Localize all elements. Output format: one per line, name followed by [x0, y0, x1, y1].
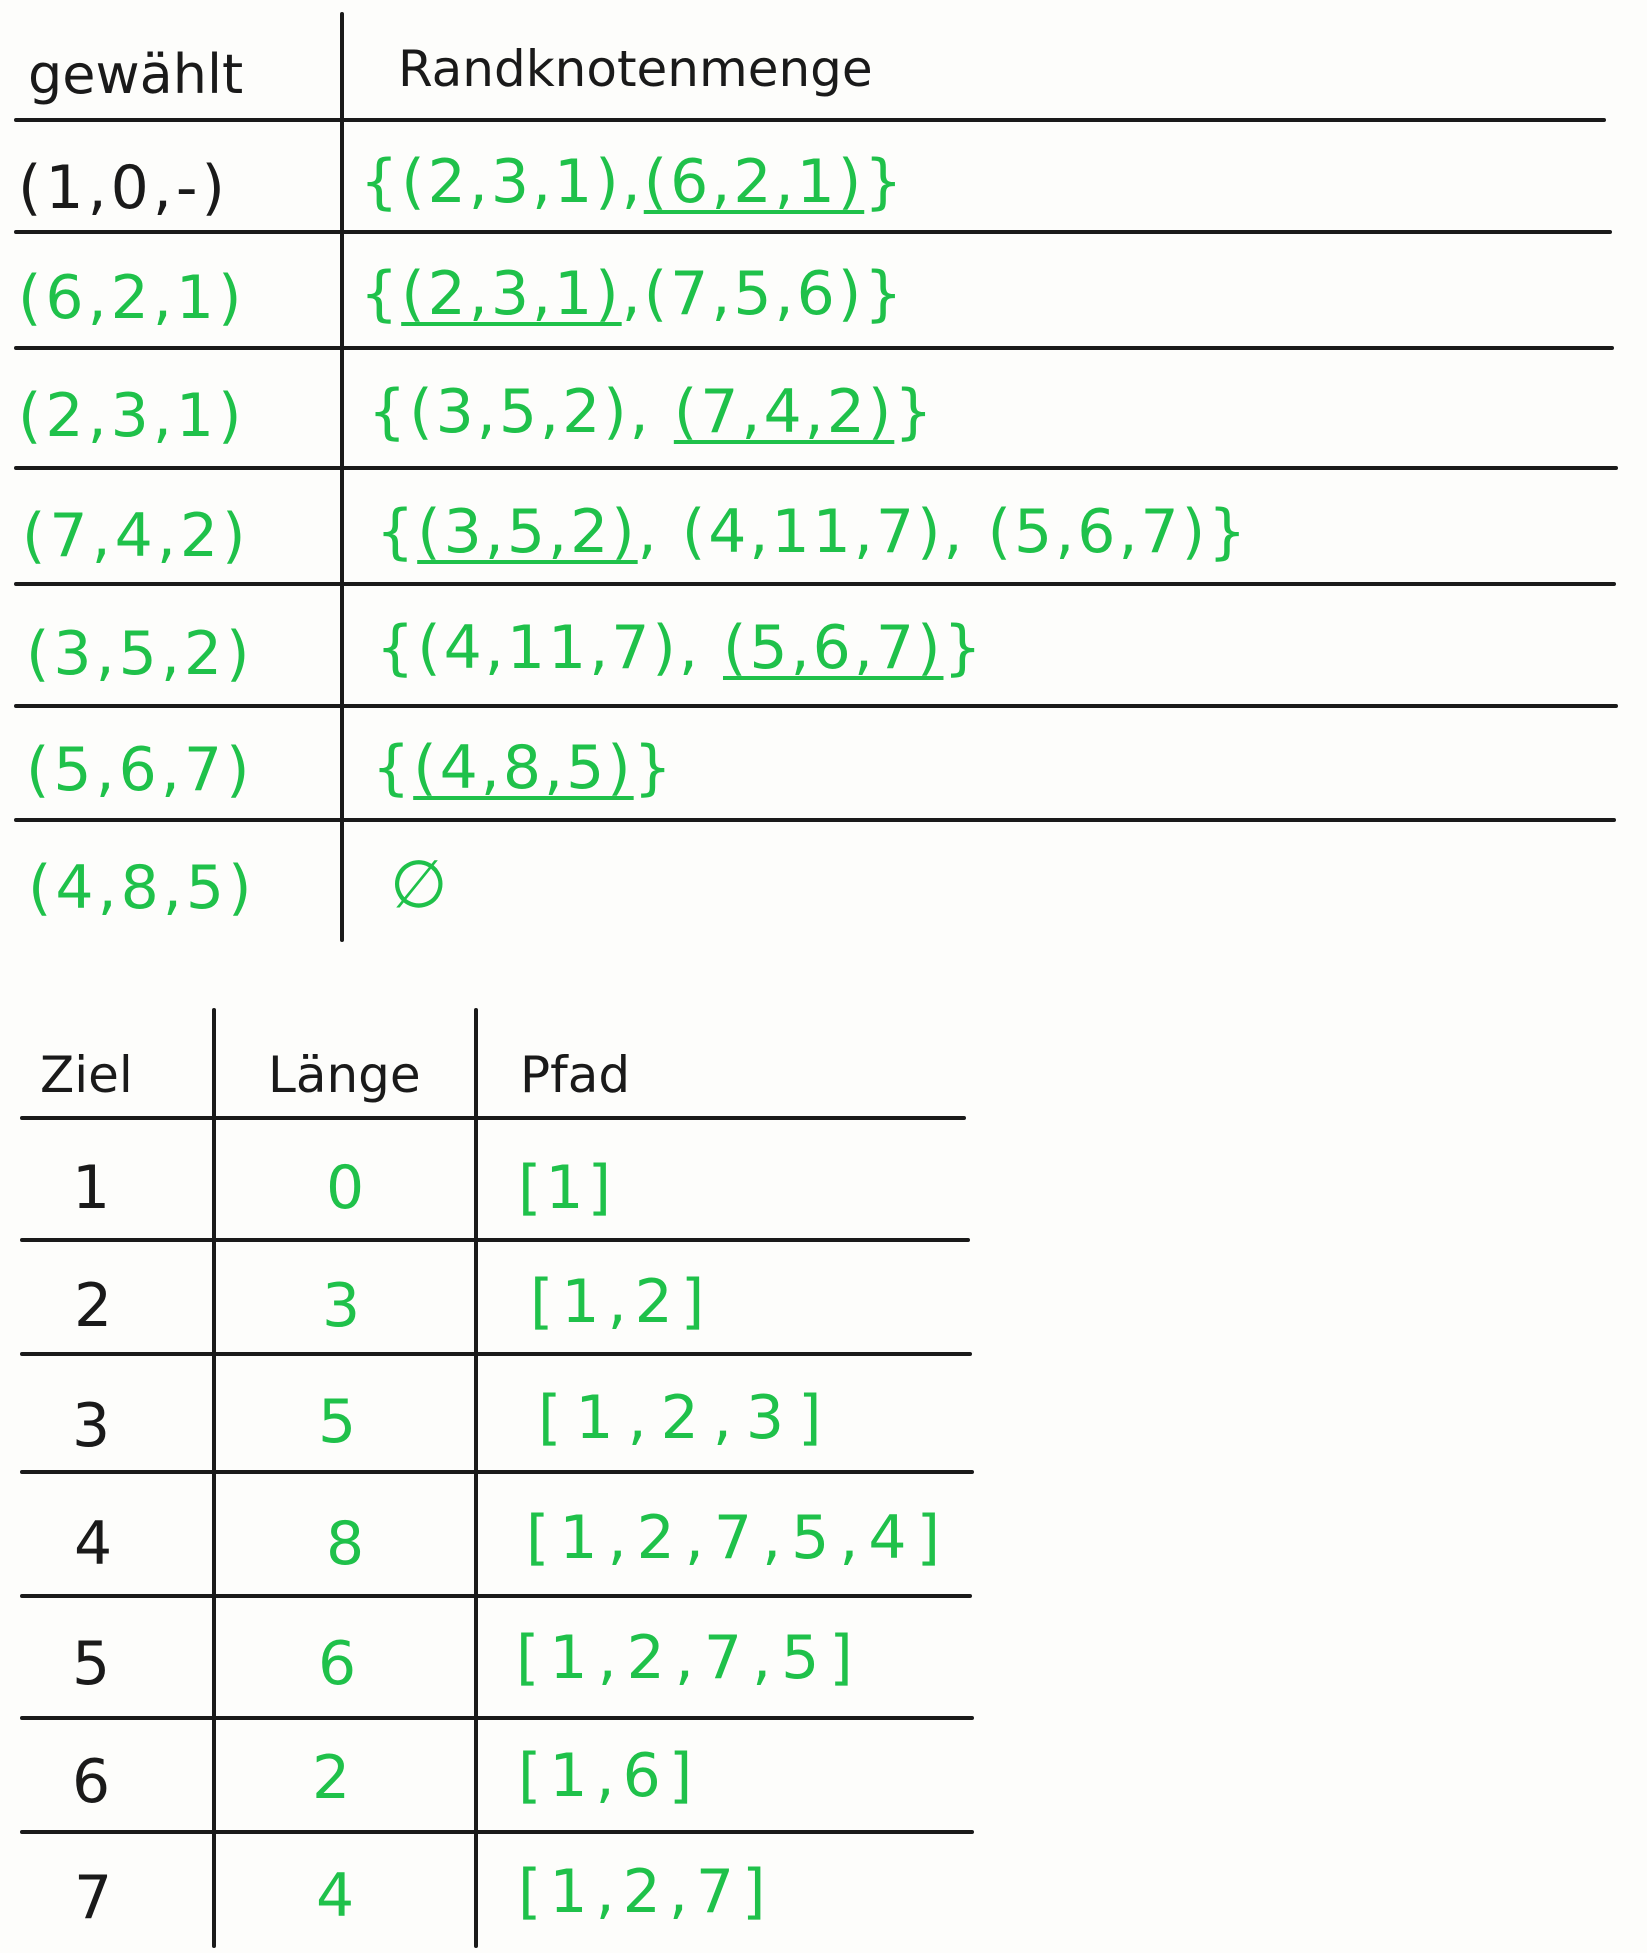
path-cell: [1,2,7,5] [516, 1623, 863, 1693]
length-cell: 0 [326, 1153, 365, 1223]
header-chosen: gewählt [28, 43, 244, 106]
frontier-item-selected: (2,3,1) [401, 259, 622, 329]
frontier-table-row-rule [14, 230, 1612, 234]
set-close-brace: } [894, 377, 936, 447]
frontier-set [372, 733, 675, 803]
frontier-item: (3,5,2) [409, 377, 630, 447]
frontier-item: (4,11,7) [681, 497, 944, 567]
chosen-cell: (7,4,2) [22, 501, 250, 571]
length-cell: 2 [312, 1743, 351, 1813]
target-cell: 6 [72, 1747, 111, 1817]
set-close-brace: } [633, 733, 675, 803]
frontier-table-row-rule [14, 466, 1618, 470]
frontier-table-column-divider [340, 12, 344, 942]
chosen-cell: (5,6,7) [26, 735, 254, 805]
length-cell: 3 [322, 1271, 361, 1341]
frontier-set [360, 259, 906, 329]
frontier-item: (2,3,1) [401, 147, 622, 217]
frontier-set [360, 147, 906, 217]
frontier-set [376, 497, 1250, 567]
chosen-cell: (1,0,-) [18, 153, 229, 223]
frontier-table-row-rule [14, 582, 1616, 586]
path-table-row-rule [20, 1830, 974, 1834]
path-table-header-rule [20, 1116, 966, 1120]
comma: , [943, 497, 988, 567]
path-cell: [1,2,7] [518, 1857, 774, 1927]
path-cell: [1,6] [518, 1741, 701, 1811]
set-open-brace: { [368, 377, 410, 447]
header-frontier: Randknotenmenge [398, 40, 873, 98]
set-close-brace: } [864, 259, 906, 329]
frontier-table-row-rule [14, 346, 1614, 350]
chosen-cell: (3,5,2) [26, 619, 254, 689]
comma: , [678, 613, 723, 683]
length-cell: 6 [318, 1629, 357, 1699]
frontier-item: (4,11,7) [417, 613, 679, 683]
frontier-item-selected: (5,6,7) [723, 613, 944, 683]
path-table-row-rule [20, 1716, 974, 1720]
target-cell: 7 [74, 1863, 113, 1933]
frontier-item-selected: (6,2,1) [643, 147, 865, 217]
frontier-table-header-rule [14, 118, 1606, 122]
empty-set-symbol: ∅ [390, 846, 448, 923]
set-open-brace: { [376, 613, 418, 683]
path-table-row-rule [20, 1470, 974, 1474]
path-table-row-rule [20, 1352, 972, 1356]
frontier-item: (7,5,6) [643, 259, 865, 329]
target-cell: 4 [74, 1509, 113, 1579]
comma: , [621, 259, 644, 329]
chosen-cell: (2,3,1) [18, 381, 246, 451]
frontier-set [368, 377, 936, 447]
path-cell: [1,2,7,5,4] [526, 1503, 950, 1573]
chosen-cell: (4,8,5) [28, 853, 256, 923]
header-target: Ziel [40, 1046, 133, 1104]
path-table-column-divider [474, 1008, 478, 1948]
length-cell: 8 [326, 1509, 365, 1579]
length-cell: 4 [316, 1861, 355, 1931]
path-cell: [1,2] [530, 1267, 713, 1337]
frontier-table-row-rule [14, 704, 1618, 708]
set-open-brace: { [360, 147, 402, 217]
comma: , [621, 147, 644, 217]
path-table-column-divider [212, 1008, 216, 1948]
frontier-item-selected: (7,4,2) [673, 377, 895, 447]
target-cell: 2 [74, 1271, 113, 1341]
frontier-item: (5,6,7) [987, 497, 1209, 567]
path-table-row-rule [20, 1594, 972, 1598]
frontier-set [376, 613, 985, 683]
length-cell: 5 [318, 1387, 357, 1457]
chosen-cell: (6,2,1) [18, 263, 246, 333]
frontier-table-row-rule [14, 818, 1616, 822]
frontier-item-selected: (3,5,2) [417, 497, 638, 567]
path-table-row-rule [20, 1238, 970, 1242]
header-path: Pfad [520, 1046, 631, 1104]
set-open-brace: { [376, 497, 418, 567]
path-cell: [1,2,3] [538, 1383, 836, 1453]
set-close-brace: } [943, 613, 985, 683]
set-close-brace: } [864, 147, 906, 217]
set-open-brace: { [360, 259, 402, 329]
path-cell: [1] [518, 1153, 615, 1223]
set-close-brace: } [1208, 497, 1250, 567]
set-open-brace: { [372, 733, 414, 803]
comma: , [629, 377, 674, 447]
frontier-item-selected: (4,8,5) [413, 733, 634, 803]
target-cell: 3 [72, 1391, 111, 1461]
header-length: Länge [268, 1046, 421, 1104]
target-cell: 1 [72, 1153, 111, 1223]
comma: , [637, 497, 682, 567]
target-cell: 5 [72, 1629, 111, 1699]
